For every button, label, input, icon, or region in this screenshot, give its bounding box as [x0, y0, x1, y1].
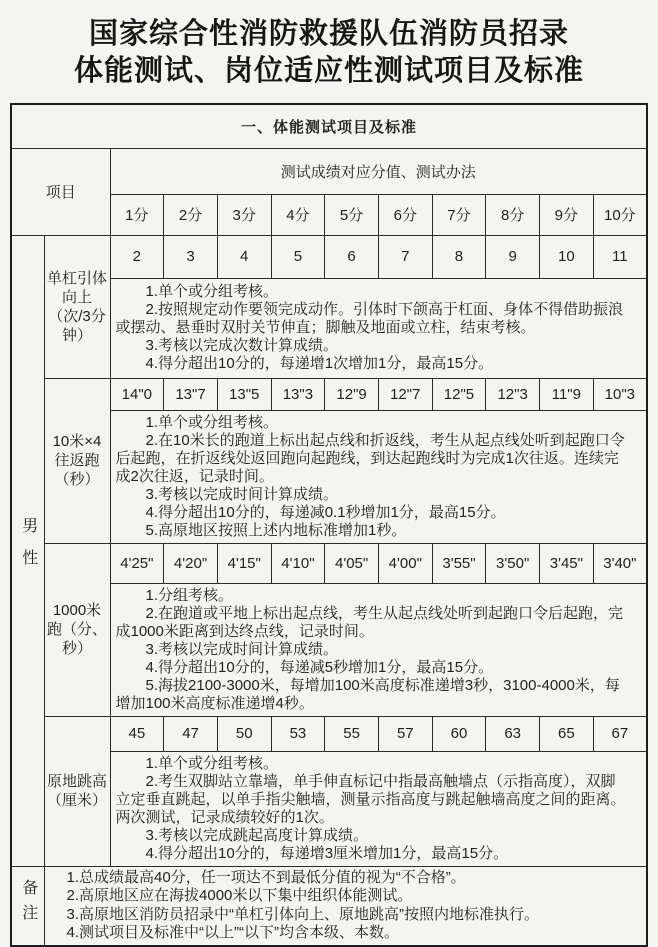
score-col-header-3: 3分	[217, 194, 271, 235]
table-row	[11, 378, 647, 410]
score-col-header-2: 2分	[164, 194, 218, 235]
value-cell: 55	[325, 716, 379, 751]
method-paragraph: 5.海拔2100-3000米，每增加100米高度标准递增3秒，3100-4000米，每增加100米高度标准递增4秒。	[115, 676, 620, 712]
item-name-vertical-jump: 原地跳高（厘米）	[44, 716, 110, 866]
note-item: 3.高原地区消防员招录中“单杠引体向上、原地跳高”按照内地标准执行。	[66, 905, 540, 923]
note-item: 1.总成绩最高40分，任一项达不到最低分值的视为“不合格”。	[66, 868, 466, 886]
document-title-line2: 体能测试、岗位适应性测试项目及标准	[73, 55, 584, 87]
score-method-header: 测试成绩对应分值、测试办法	[110, 148, 647, 194]
value-cell: 63	[486, 716, 540, 751]
value-cell: 13"7	[164, 378, 218, 410]
value-cell: 53	[271, 716, 325, 751]
method-paragraph: 2.在跑道或平地上标出起点线，考生从起点线处听到起跑口令后起跑，完成1000米距离到达终点线，记录时间。	[115, 604, 624, 640]
value-cell: 60	[432, 716, 486, 751]
value-cell: 4'00"	[378, 543, 432, 583]
value-cell: 8	[432, 235, 486, 278]
method-cell-pullups	[110, 278, 647, 378]
table-row	[11, 716, 647, 751]
value-cell: 12"9	[325, 378, 379, 410]
value-cell: 12"5	[432, 378, 486, 410]
method-paragraph: 1.分组考核。	[145, 586, 234, 604]
value-cell: 57	[378, 716, 432, 751]
notes-label: 备注	[19, 878, 37, 929]
value-cell: 12"7	[378, 378, 432, 410]
method-cell-vertical-jump	[110, 751, 647, 866]
table-row	[11, 866, 647, 946]
document-title-line1: 国家综合性消防救援队伍消防员招录	[88, 18, 569, 50]
method-paragraph: 3.考核以完成时间计算成绩。	[145, 485, 339, 503]
item-column-header: 项目	[11, 148, 110, 235]
method-paragraph: 1.单个或分组考核。	[145, 754, 279, 772]
notes-cell	[44, 866, 647, 946]
method-paragraph: 2.按照规定动作要领完成动作。引体时下颌高于杠面、身体不得借助振浪或摆动、悬垂时双肘关节伸直；脚触及地面或立柱，结束考核。	[115, 301, 624, 336]
table-row	[11, 235, 647, 278]
value-cell: 4'20"	[164, 543, 218, 583]
note-item: 2.高原地区应在海拔4000米以下集中组织体能测试。	[66, 887, 413, 904]
value-cell: 4'15"	[217, 543, 271, 583]
method-cell-1000m-run	[110, 583, 647, 716]
method-paragraph: 1.单个或分组考核。	[145, 283, 279, 300]
value-cell: 6	[325, 235, 379, 278]
section-header: 一、体能测试项目及标准	[11, 104, 647, 148]
method-cell-shuttle-run	[110, 410, 647, 543]
value-cell: 7	[378, 235, 432, 278]
value-cell: 9	[486, 235, 540, 278]
value-cell: 5	[271, 235, 325, 278]
value-cell: 10"3	[593, 378, 647, 410]
item-name-pullups: 单杠引体向上（次/3分钟）	[44, 235, 110, 378]
value-cell: 50	[217, 716, 271, 751]
method-paragraph: 3.考核以完成时间计算成绩。	[145, 640, 339, 658]
method-paragraph: 3.考核以完成次数计算成绩。	[145, 337, 339, 354]
score-col-header-7: 7分	[432, 194, 486, 235]
fitness-standards-table	[10, 103, 648, 947]
value-cell: 3'40"	[593, 543, 647, 583]
method-paragraph: 4.得分超出10分的，每递减5秒增加1分，最高15分。	[145, 658, 494, 676]
item-name-shuttle-run: 10米×4往返跑（秒）	[44, 378, 110, 543]
value-cell: 4	[217, 235, 271, 278]
method-paragraph: 1.单个或分组考核。	[145, 413, 279, 431]
value-cell: 13"3	[271, 378, 325, 410]
value-cell: 65	[540, 716, 594, 751]
value-cell: 67	[593, 716, 647, 751]
score-col-header-8: 8分	[486, 194, 540, 235]
note-item: 4.测试项目及标准中“以上”“以下”均含本级、本数。	[66, 924, 399, 941]
score-col-header-1: 1分	[110, 194, 164, 235]
score-col-header-9: 9分	[540, 194, 594, 235]
notes-label-cell	[11, 866, 44, 946]
value-cell: 10	[540, 235, 594, 278]
method-paragraph: 3.考核以完成跳起高度计算成绩。	[145, 826, 369, 844]
method-paragraph: 4.得分超出10分的，每递增1次增加1分，最高15分。	[145, 355, 494, 372]
item-name-1000m-run: 1000米跑（分、秒）	[44, 543, 110, 716]
value-cell: 3'55"	[432, 543, 486, 583]
method-paragraph: 2.在10米长的跑道上标出起点线和折返线，考生从起点线处听到起跑口令后起跑，在折返线处返回跑向起跑线，到达起跑线时为完成1次往返。连续完成2次往返，记录时间。	[115, 431, 625, 485]
method-paragraph: 4.得分超出10分的，每递减0.1秒增加1分，最高15分。	[145, 503, 506, 521]
value-cell: 13"5	[217, 378, 271, 410]
value-cell: 14"0	[110, 378, 164, 410]
value-cell: 3'45"	[540, 543, 594, 583]
value-cell: 12"3	[486, 378, 540, 410]
value-cell: 2	[110, 235, 164, 278]
value-cell: 3'50"	[486, 543, 540, 583]
gender-label-cell	[11, 235, 44, 866]
method-paragraph: 5.高原地区按照上述内地标准增加1秒。	[145, 521, 407, 539]
document-title	[0, 0, 658, 90]
value-cell: 11	[593, 235, 647, 278]
value-cell: 4'05"	[325, 543, 379, 583]
table-row	[11, 543, 647, 583]
score-col-header-6: 6分	[378, 194, 432, 235]
gender-label: 男性	[19, 516, 37, 581]
value-cell: 11"9	[540, 378, 594, 410]
value-cell: 4'25"	[110, 543, 164, 583]
value-cell: 45	[110, 716, 164, 751]
score-col-header-5: 5分	[325, 194, 379, 235]
value-cell: 4'10"	[271, 543, 325, 583]
value-cell: 3	[164, 235, 218, 278]
method-paragraph: 4.得分超出10分的，每递增3厘米增加1分，最高15分。	[145, 844, 509, 862]
score-col-header-10: 10分	[593, 194, 647, 235]
score-col-header-4: 4分	[271, 194, 325, 235]
value-cell: 47	[164, 716, 218, 751]
method-paragraph: 2.考生双脚站立靠墙，单手伸直标记中指最高触墙点（示指高度），双脚立定垂直跳起，以单手指尖触墙，测量示指高度与跳起触墙高度之间的距离。两次测试，记录成绩较好的1次。	[115, 772, 626, 826]
